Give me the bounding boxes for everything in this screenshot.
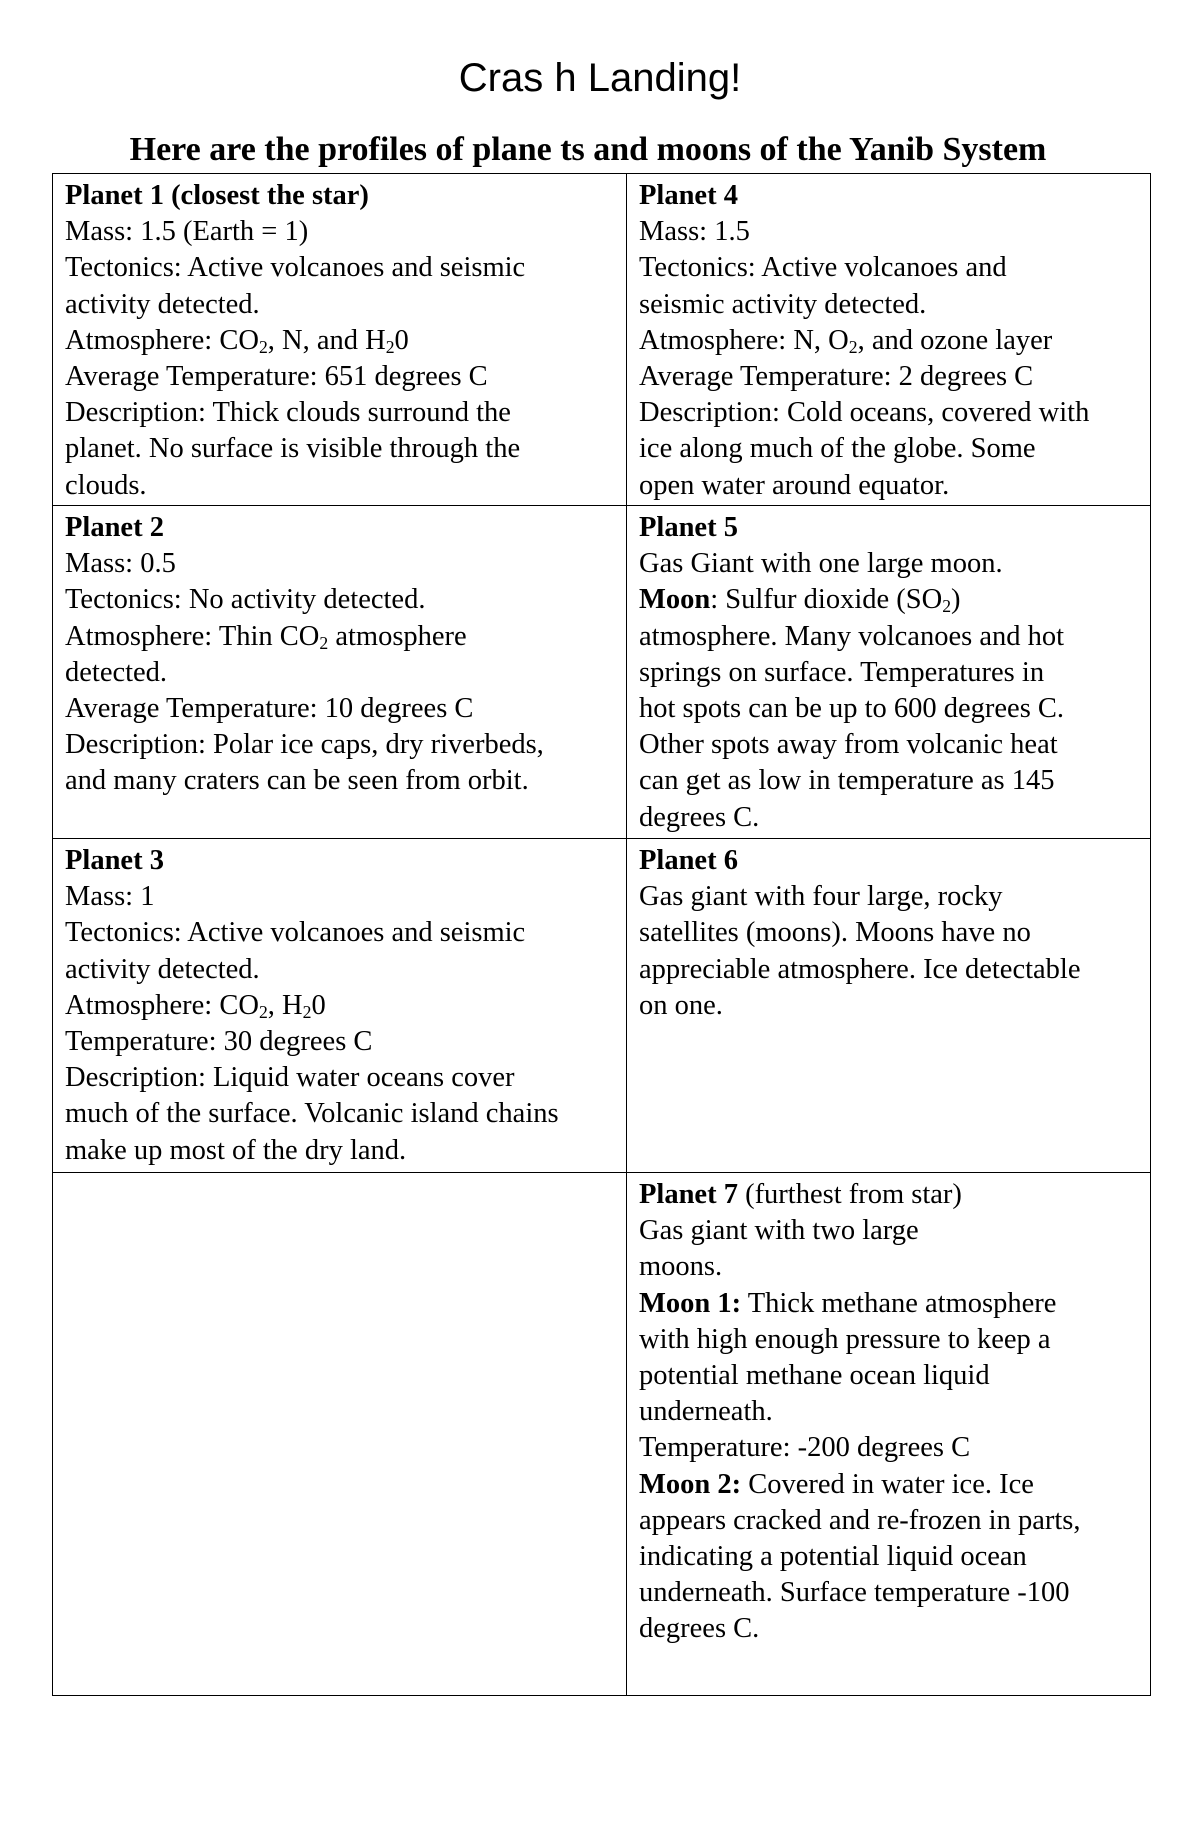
planet-4-description-cont: ice along much of the globe. Some (639, 433, 1036, 465)
planet-7-line: moons. (639, 1251, 723, 1283)
planet-3-tectonics-cont: activity detected. (65, 953, 260, 985)
planet-7-moon-1-temperature: Temperature: -200 degrees C (639, 1432, 971, 1464)
planet-4-description: Description: Cold oceans, covered with (639, 397, 1090, 429)
planet-6-line: on one. (639, 989, 723, 1021)
planet-7-moon-1-line: underneath. (639, 1396, 773, 1428)
planet-7-moon-1: Moon 1: Thick methane atmosphere (639, 1287, 1057, 1319)
planet-2-description-cont: and many craters can be seen from orbit. (65, 765, 529, 797)
planet-3-mass: Mass: 1 (65, 881, 155, 913)
planet-6-line: satellites (moons). Moons have no (639, 917, 1031, 949)
planet-6-cell (627, 839, 1151, 1173)
planet-7-moon-1-line: potential methane ocean liquid (639, 1360, 990, 1392)
planet-5-moon: Moon: Sulfur dioxide $(SO_2)$ (639, 584, 961, 617)
planet-1-tectonics-cont: activity detected. (65, 288, 260, 320)
planet-7-moon-2-line: degrees C. (639, 1613, 760, 1645)
empty-cell (53, 1173, 627, 1696)
planet-5-cell (627, 506, 1151, 839)
planet-3-description: Description: Liquid water oceans cover (65, 1062, 515, 1094)
planet-3-description-cont: much of the surface. Volcanic island chains (65, 1098, 559, 1130)
planet-2-heading: Planet 2 (65, 512, 164, 543)
planet-3-tectonics: Tectonics: Active volcanoes and seismic (65, 917, 526, 949)
planet-2-mass: Mass: 0.5 (65, 548, 176, 580)
planet-6-line: appreciable atmosphere. Ice detectable (639, 953, 1081, 985)
planet-1-description-end: clouds. (65, 469, 147, 501)
planet-2-atmosphere: Atmosphere: Thin $CO_2$ atmosphere (65, 620, 467, 653)
planet-7-moon-2: Moon 2: Covered in water ice. Ice (639, 1468, 1034, 1500)
planet-1-mass: Mass: 1.5 (Earth = 1) (65, 216, 309, 248)
planet-7-cell (627, 1173, 1151, 1696)
planet-3-heading: Planet 3 (65, 845, 164, 876)
planet-1-tectonics: Tectonics: Active volcanoes and seismic (65, 252, 526, 284)
planet-1-atmosphere: Atmosphere: $CO_2$, N, and $H_20$ (65, 324, 409, 357)
planet-7-moon-2-line: appears cracked and re-frozen in parts, (639, 1504, 1081, 1536)
page-subtitle: Here are the profiles of plane ts and moons of the Yanib System (129, 131, 1047, 168)
planet-6-heading: Planet 6 (639, 845, 738, 876)
planet-5-line: hot spots can be up to 600 degrees C. (639, 693, 1065, 725)
planet-3-description-end: make up most of the dry land. (65, 1134, 407, 1166)
planet-1-cell (53, 174, 627, 506)
page-title: Cras h Landing! (458, 56, 742, 100)
planet-7-moon-1-line: with high enough pressure to keep a (639, 1323, 1051, 1355)
planet-5-line: can get as low in temperature as 145 (639, 765, 1055, 797)
planet-5-line: springs on surface. Temperatures in (639, 656, 1045, 688)
planet-1-heading: Planet 1 (closest the star) (65, 180, 369, 211)
planet-5-line: Other spots away from volcanic heat (639, 729, 1058, 761)
planet-4-description-end: open water around equator. (639, 469, 950, 501)
planet-6-line: Gas giant with four large, rocky (639, 881, 1003, 913)
planet-1-temperature: Average Temperature: 651 degrees C (65, 361, 488, 393)
planet-4-cell (627, 174, 1151, 506)
planet-4-heading: Planet 4 (639, 180, 738, 211)
planet-3-cell (53, 839, 627, 1173)
planet-7-moon-2-line: underneath. Surface temperature -100 (639, 1577, 1070, 1609)
planet-profiles-table (52, 173, 1151, 1696)
planet-1-description: Description: Thick clouds surround the (65, 397, 511, 429)
planet-5-line: atmosphere. Many volcanoes and hot (639, 620, 1065, 652)
planet-2-atmosphere-cont: detected. (65, 656, 168, 688)
planet-7-heading: Planet 7 (furthest from star) (639, 1179, 962, 1210)
planet-4-atmosphere: Atmosphere: N, $O_2$, and ozone layer (639, 324, 1053, 357)
planet-4-tectonics-cont: seismic activity detected. (639, 288, 927, 320)
planet-4-tectonics: Tectonics: Active volcanoes and (639, 252, 1007, 284)
planet-3-temperature: Temperature: 30 degrees C (65, 1026, 373, 1058)
planet-2-temperature: Average Temperature: 10 degrees C (65, 693, 474, 725)
planet-2-cell (53, 506, 627, 839)
planet-2-tectonics: Tectonics: No activity detected. (65, 584, 426, 616)
planet-5-line: degrees C. (639, 801, 760, 833)
planet-5-summary: Gas Giant with one large moon. (639, 548, 1003, 580)
planet-4-temperature: Average Temperature: 2 degrees C (639, 361, 1034, 393)
planet-7-line: Gas giant with two large (639, 1215, 919, 1247)
planet-5-heading: Planet 5 (639, 512, 738, 543)
planet-4-mass: Mass: 1.5 (639, 216, 750, 248)
planet-1-description-cont: planet. No surface is visible through the (65, 433, 521, 465)
planet-3-atmosphere: Atmosphere: $CO_2$, $H_20$ (65, 989, 326, 1022)
planet-2-description: Description: Polar ice caps, dry riverbeds, (65, 729, 544, 761)
planet-7-moon-2-line: indicating a potential liquid ocean (639, 1541, 1027, 1573)
